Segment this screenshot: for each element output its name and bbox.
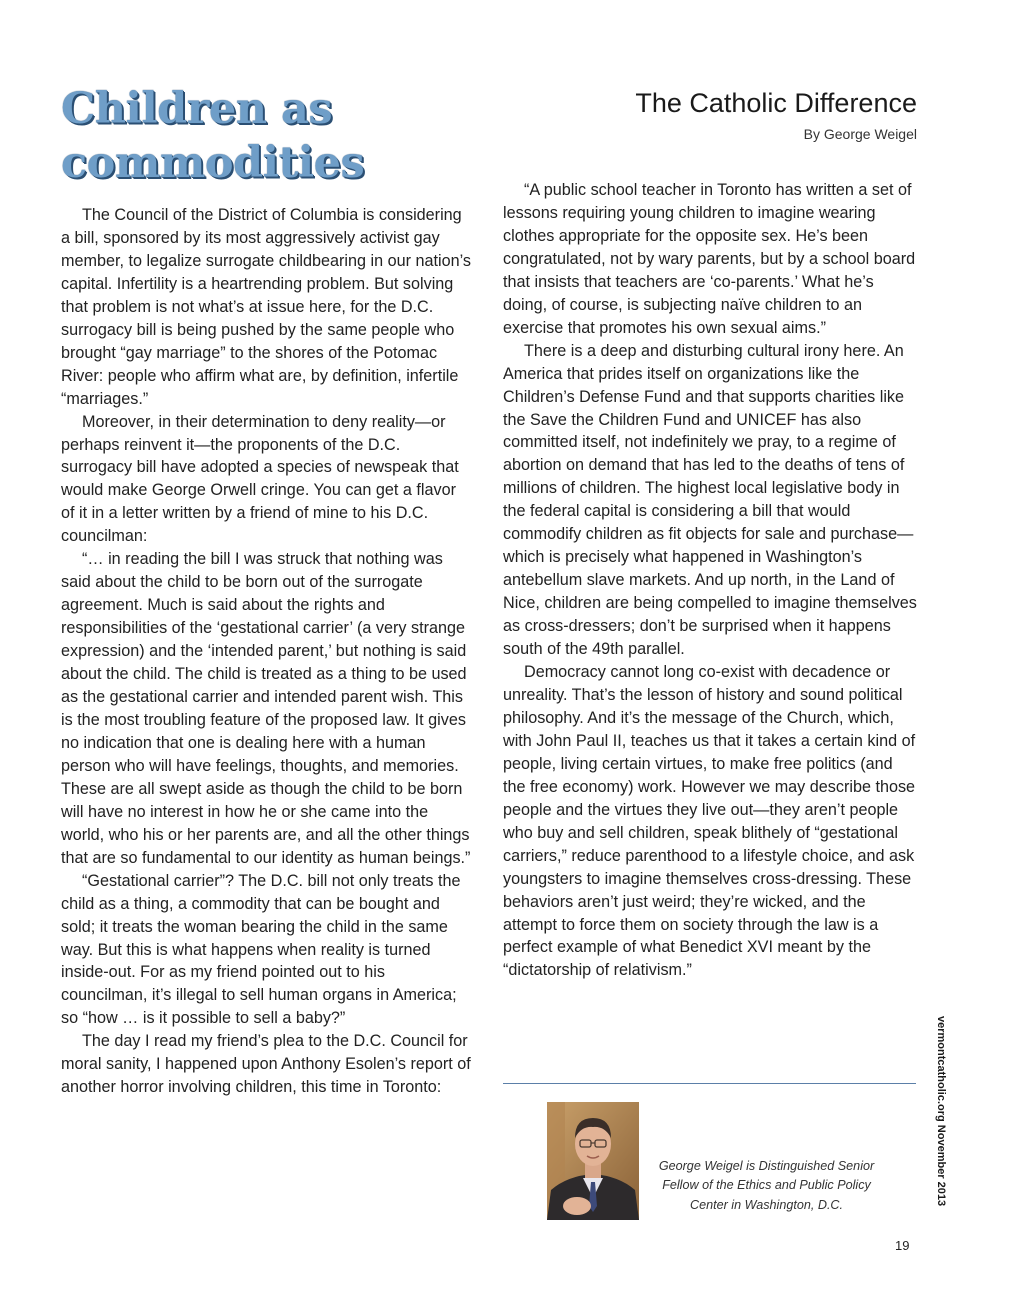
body-paragraph: “A public school teacher in Toronto has written a set of lessons requiring young children to imagine wearing clothes appropriate for the opposite sex. He’s been congratulated, not by wary parents, but by a school board that insists that teachers are ‘co-parents.’ What he’s doing, of course, is subjecting naïve children to an exercise that promotes his own sexual aims.” [503, 181, 916, 337]
article-headline: Children as commodities [61, 84, 365, 188]
byline: By George Weigel [803, 126, 917, 142]
page-number: 19 [895, 1238, 910, 1253]
column-title: The Catholic Difference [635, 88, 917, 118]
author-bio: George Weigel is Distinguished Senior Fellow of the Ethics and Public Policy Center in Washington, D.C. [658, 1159, 875, 1212]
section-divider [503, 1083, 916, 1084]
body-paragraph: Democracy cannot long co-exist with decadence or unreality. That’s the lesson of history and sound political philosophy. And it’s the message of the Church, which, with John Paul II, teaches us that it takes a certain kind of people, living certain virtues, to make free politics (and the free economy) work. However we may describe those people and the virtues they live out—they aren’t people who buy and sell children, speak blithely of “gestational carriers,” reduce parenthood to a lifestyle choice, and ask youngsters to imagine themselves cross-dressing. These behaviors aren’t just weird; they’re wicked, and the attempt to force them on society through the law is a perfect example of what Benedict XVI meant by the “dictatorship of relativism.” [503, 663, 916, 980]
author-portrait-icon [547, 1102, 639, 1220]
body-paragraph: “… in reading the bill I was struck that nothing was said about the child to be born out of the surrogate agreement. Much is said about the rights and responsibilities of the ‘gestational carrier’ (a very strange expression) and the ‘intended parent,’ but nothing is said about the child. The child is treated as a thing to be used as the gestational carrier and intended parent wish. This is the most troubling feature of the proposed law. It gives no indication that one is dealing here with a human person who will have feelings, thoughts, and memories. These are all swept aside as though the child to be born will have no interest in how he or she came into the world, who his or her parents are, and all the other things that are so fundamental to our identity as human beings.” [61, 550, 471, 867]
right-column [503, 179, 917, 982]
left-column [61, 204, 473, 1099]
body-paragraph: There is a deep and disturbing cultural irony here. An America that prides itself on organizations like the Children’s Defense Fund and that supports charities like the Save the Children Fund and UNICEF has also committed itself, not indefinitely we pray, to a regime of abortion on demand that has led to the deaths of tens of millions of children. The highest local legislative body in the federal capital is considering a bill that would commodify children as fit objects for sale and purchase—which is precisely what happened in Washington’s antebellum slave markets. And up north, in the Land of Nice, children are being compelled to imagine themselves as cross-dressers; don’t be surprised when it happens south of the 49th parallel. [503, 341, 917, 659]
body-paragraph: Moreover, in their determination to deny reality—or perhaps reinvent it—the proponents of the D.C. surrogacy bill have adopted a species of newspeak that would make George Orwell cringe. You can get a flavor of it in a letter written by a friend of mine to his D.C. councilman: [61, 412, 459, 546]
body-paragraph: “Gestational carrier”? The D.C. bill not only treats the child as a thing, a commodity that can be bought and sold; it treats the woman bearing the child in the same way. But this is what happens when reality is turned inside-out. For as my friend pointed out to his councilman, it’s illegal to sell human organs in America; so “how … is it possible to sell a baby?” [61, 871, 461, 1028]
publication-sidebar: vermontcatholic.org November 2013 [935, 1016, 947, 1207]
body-paragraph: The Council of the District of Columbia is considering a bill, sponsored by its most aggressively activist gay member, to legalize surrogate childbearing in our nation’s capital. Infertility is a heartrending problem. But solving that problem is not what’s at issue here, for the D.C. surrogacy bill is being pushed by the same people who brought “gay marriage” to the shores of the Potomac River: people who affirm what are, by definition, infertile “marriages.” [61, 206, 472, 408]
author-photo [547, 1102, 639, 1220]
body-paragraph: The day I read my friend’s plea to the D.C. Council for moral sanity, I happened upon Anthony Esolen’s report of another horror involving children, this time in Toronto: [61, 1032, 471, 1097]
